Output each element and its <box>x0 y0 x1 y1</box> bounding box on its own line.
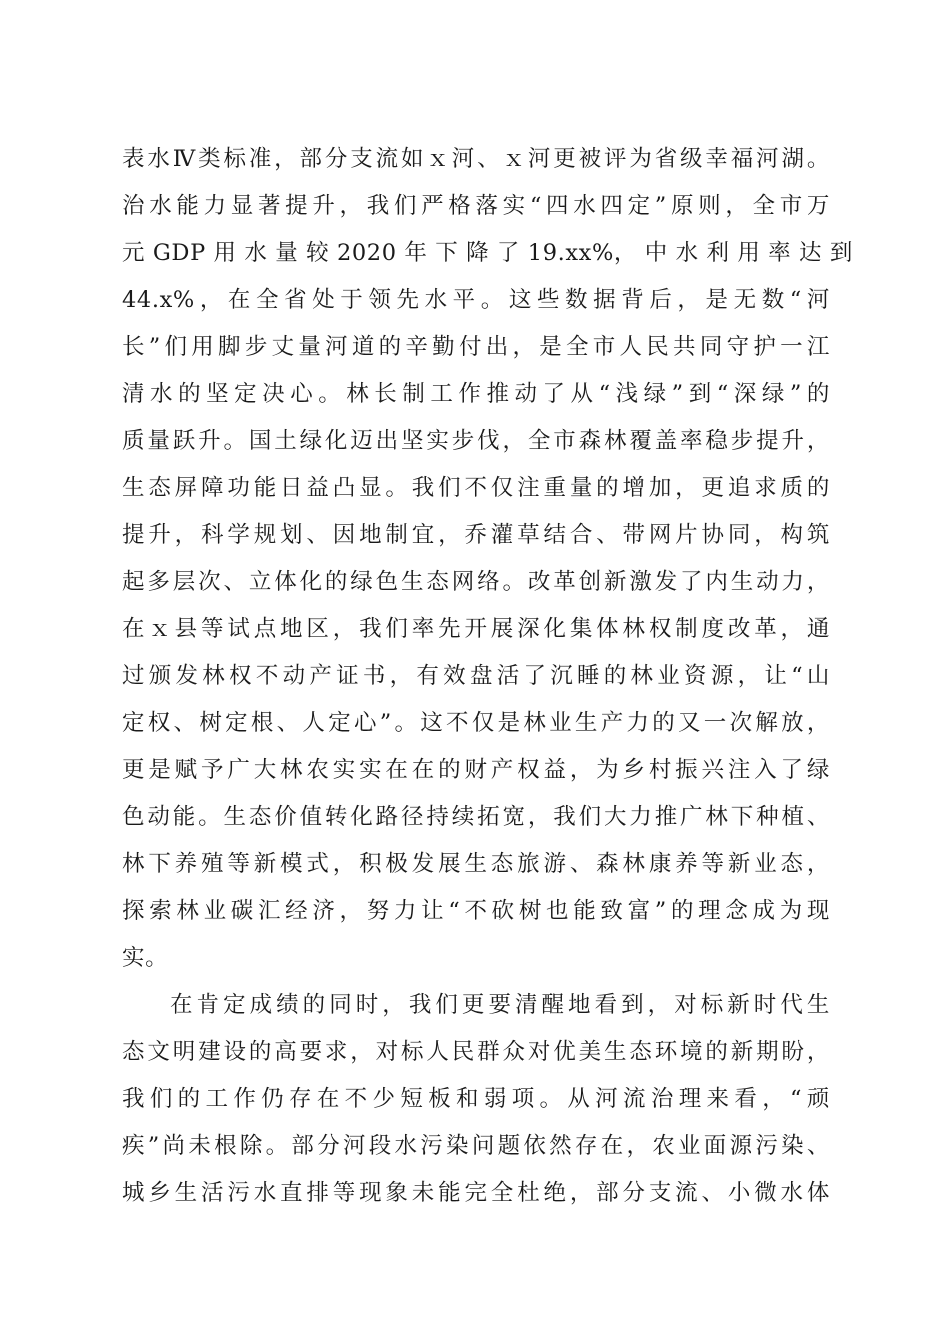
text-line: 质量跃升。国土绿化迈出坚实步伐，全市森林覆盖率稳步提升， <box>122 428 830 454</box>
text-line: 我们的工作仍存在不少短板和弱项。从河流治理来看，“顽 <box>122 1086 830 1112</box>
text-line: 起多层次、立体化的绿色生态网络。改革创新激发了内生动力， <box>122 569 830 595</box>
text-line: 探索林业碳汇经济，努力让“不砍树也能致富”的理念成为现 <box>122 898 830 924</box>
text-line: 色动能。生态价值转化路径持续拓宽，我们大力推广林下种植、 <box>122 804 830 830</box>
document-body <box>122 136 853 1217</box>
text-line: 更是赋予广大林农实实在在的财产权益，为乡村振兴注入了绿 <box>122 757 830 783</box>
text-line: 44.x%，在全省处于领先水平。这些数据背后，是无数“河 <box>122 287 830 313</box>
text-line: 态文明建设的高要求，对标人民群众对优美生态环境的新期盼， <box>122 1039 830 1065</box>
text-line: 定权、树定根、人定心”。这不仅是林业生产力的又一次解放， <box>122 710 830 736</box>
text-line-first: 在肯定成绩的同时，我们更要清醒地看到，对标新时代生 <box>170 992 830 1018</box>
text-line: 元 GDP 用 水 量 较 2020 年 下 降 了 19.xx%， 中 水 利 用 率 达 到 <box>122 240 853 266</box>
text-line: 过颁发林权不动产证书，有效盘活了沉睡的林业资源，让“山 <box>122 663 830 689</box>
text-line: 疾”尚未根除。部分河段水污染问题依然存在，农业面源污染、 <box>122 1133 830 1159</box>
text-line: 表水Ⅳ类标准，部分支流如ｘ河、ｘ河更被评为省级幸福河湖。 <box>122 146 830 172</box>
text-line: 在ｘ县等试点地区，我们率先开展深化集体林权制度改革，通 <box>122 616 830 642</box>
paragraph-2 <box>122 982 830 1217</box>
text-line: 治水能力显著提升，我们严格落实“四水四定”原则，全市万 <box>122 193 830 219</box>
text-line: 长”们用脚步丈量河道的辛勤付出，是全市人民共同守护一江 <box>122 334 830 360</box>
text-line-last: 实。 <box>122 945 169 971</box>
text-line: 生态屏障功能日益凸显。我们不仅注重量的增加，更追求质的 <box>122 475 830 501</box>
text-line: 清水的坚定决心。林长制工作推动了从“浅绿”到“深绿”的 <box>122 381 830 407</box>
text-line: 城乡生活污水直排等现象未能完全杜绝，部分支流、小微水体 <box>122 1180 830 1206</box>
paragraph-1 <box>122 136 853 982</box>
text-line: 提升，科学规划、因地制宜，乔灌草结合、带网片协同，构筑 <box>122 522 830 548</box>
text-line: 林下养殖等新模式，积极发展生态旅游、森林康养等新业态， <box>122 851 830 877</box>
